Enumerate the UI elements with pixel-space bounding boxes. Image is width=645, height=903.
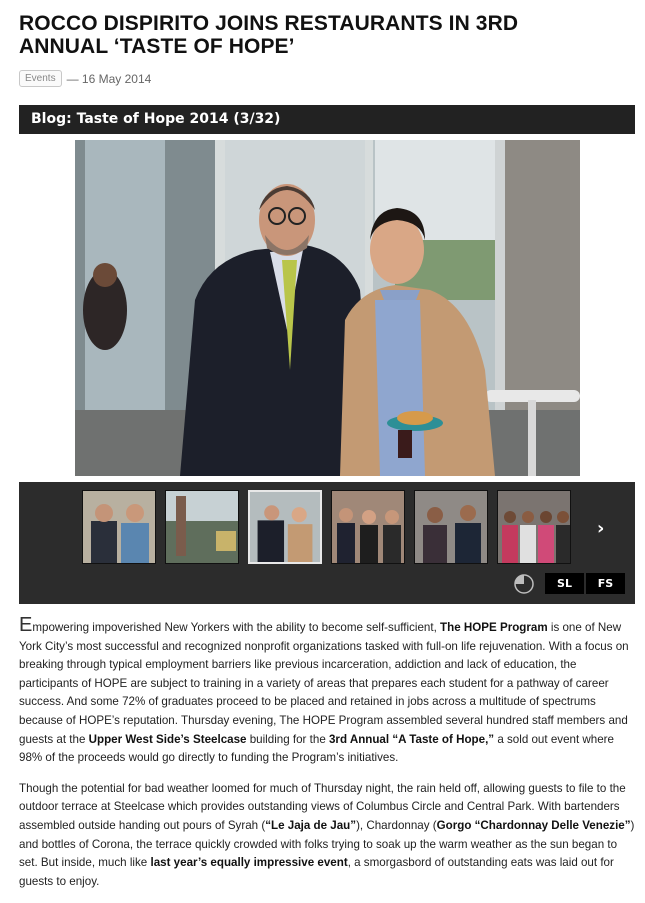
text-run: ) and bottles of Corona, the terrace quickly crowded with folks trying to soak up the warm weather as the sun began to set. But inside, much like [19, 818, 635, 870]
thumbnail-active[interactable] [248, 490, 322, 564]
thumbnail[interactable] [497, 490, 571, 564]
text-run: ), Chardonnay ( [356, 818, 437, 832]
text-run: mpowering impoverished New Yorkers with the ability to become self-sufficient, [32, 621, 441, 634]
slideshow-timer-icon [514, 574, 534, 594]
emphasized-text: The HOPE Program [440, 621, 548, 634]
text-run: a sold out event where 98% of the proceeds would go directly to funding the Program’s initiatives. [19, 732, 614, 765]
thumbnail[interactable] [82, 490, 156, 564]
main-gallery-photo[interactable] [75, 140, 580, 476]
event-photo-illustration [75, 140, 580, 476]
thumbnail-strip [19, 482, 635, 604]
emphasized-text: “Le Jaja de Jau” [265, 818, 357, 832]
text-run: , a smorgasbord of outstanding eats was laid out for guests to enjoy. [19, 856, 614, 888]
text-run: Though the potential for bad weather loomed for much of Thursday night, the rain held off, allowing guests to file to the outdoor terrace at Steelcase which provides outstanding views of Columbus Circle and Central Park. With bartenders assembled outside handing out pours of Syrah ( [19, 781, 626, 832]
post-date: — 16 May 2014 [66, 71, 152, 86]
post-meta [19, 70, 151, 87]
thumbnail[interactable] [331, 490, 405, 564]
thumbnail[interactable] [414, 490, 488, 564]
post-title [19, 12, 619, 58]
next-arrow-icon[interactable]: › [597, 518, 605, 539]
post-title-line-1: ROCCO DISPIRITO JOINS RESTAURANTS IN 3RD [19, 12, 519, 35]
text-run: building for the [246, 732, 329, 746]
gallery-title: Blog: Taste of Hope 2014 (3/32) [31, 111, 281, 127]
emphasized-text: last year’s equally impressive event [150, 856, 348, 870]
slideshow-button[interactable]: SL [545, 573, 584, 594]
category-tag[interactable]: Events [19, 70, 62, 87]
emphasized-text: 3rd Annual “A Taste of Hope,” [328, 732, 495, 746]
gallery-title-bar [19, 105, 635, 134]
thumbnail[interactable] [165, 490, 239, 564]
drop-cap: E [19, 614, 33, 636]
article-paragraph-1 [19, 614, 635, 768]
article-paragraph-1-text [19, 621, 629, 764]
emphasized-text: Upper West Side’s Steelcase [88, 732, 247, 746]
fullscreen-button[interactable]: FS [586, 573, 625, 594]
post-title-line-2: ANNUAL ‘TASTE OF HOPE’ [19, 35, 295, 58]
article-paragraph-2 [19, 780, 635, 892]
article-body [19, 614, 635, 903]
text-run: is one of New York City’s most successful and recognized nonprofit organizations tasked with full-on life rejuvenation. With a focus on breaking through typical employment barriers like previous incarceration, addiction and lack of education, the participants of HOPE are subject to training in a variety of areas that prepares each student for a pathway of career success. And some 72% of graduates proceed to be placed and retained in jobs across a multitude of spectrums because of HOPE’s reputation. Thursday evening, The HOPE Program assembled several hundred staff members and guests at the [19, 621, 629, 746]
emphasized-text: Gorgo “Chardonnay Delle Venezie” [436, 818, 631, 832]
